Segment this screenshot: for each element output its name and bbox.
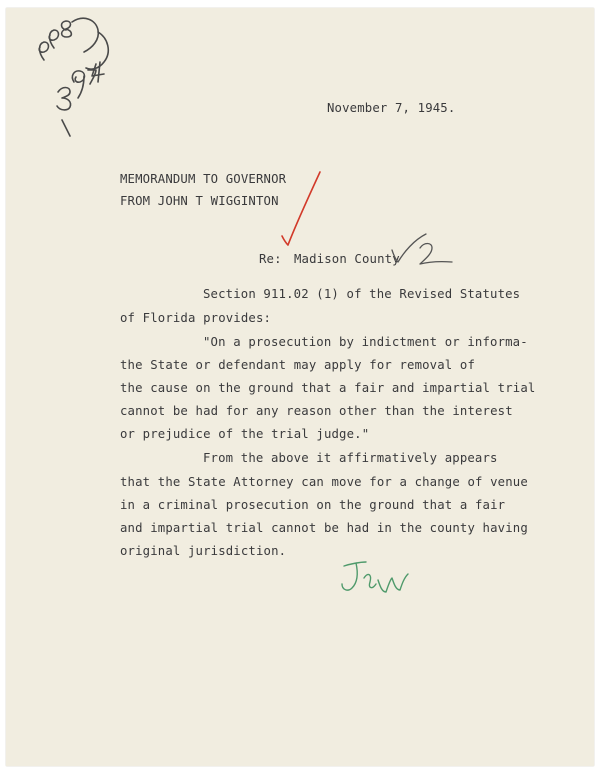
margin-note-pencil <box>39 18 108 136</box>
red-check-mark <box>282 172 320 245</box>
quote-line: "On a prosecution by indictment or informa- <box>203 335 528 349</box>
memo-heading-from: FROM JOHN T WIGGINTON <box>120 194 279 208</box>
initials-signature-green <box>342 562 408 592</box>
quote-line: or prejudice of the trial judge." <box>120 427 370 441</box>
paragraph1-line: of Florida provides: <box>120 311 272 325</box>
memo-date: November 7, 1945. <box>327 101 456 115</box>
paragraph2-line: and impartial trial cannot be had in the county having <box>120 521 528 535</box>
paragraph1-line: Section 911.02 (1) of the Revised Statutes <box>203 287 521 301</box>
quote-line: the State or defendant may apply for removal of <box>120 358 476 372</box>
quote-line: cannot be had for any reason other than the interest <box>120 404 513 418</box>
paragraph2-line: original jurisdiction. <box>120 544 287 558</box>
re-label: Re: <box>259 252 282 266</box>
paragraph2-line: From the above it affirmatively appears <box>203 451 498 465</box>
paragraph2-line: in a criminal prosecution on the ground that a fair <box>120 498 506 512</box>
memo-heading-to: MEMORANDUM TO GOVERNOR <box>120 172 287 186</box>
paragraph2-line: that the State Attorney can move for a change of venue <box>120 475 528 489</box>
re-annotation-pencil <box>392 234 452 264</box>
re-subject: Madison County <box>294 252 400 266</box>
quote-line: the cause on the ground that a fair and impartial trial <box>120 381 536 395</box>
